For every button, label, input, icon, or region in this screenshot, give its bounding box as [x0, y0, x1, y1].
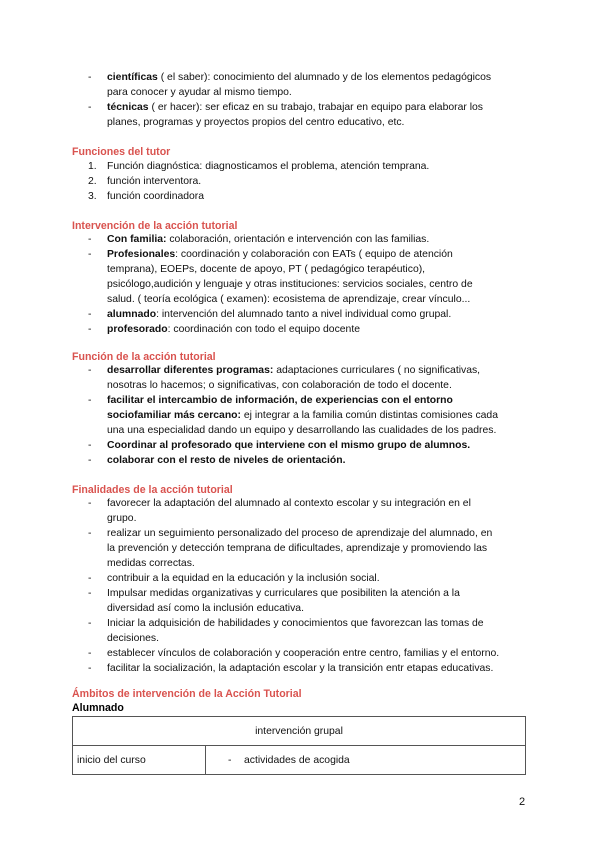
list-item: - desarrollar diferentes programas: adaptaciones curriculares ( no significativas, [88, 365, 481, 376]
table-cell: - actividades de acogida [206, 746, 526, 775]
list-item: 1. Función diagnóstica: diagnosticamos el problema, atención temprana. [88, 161, 430, 172]
list-item: - facilitar la socialización, la adaptación escolar y la transición entr etapas educativas. [88, 663, 494, 674]
finalidades-list: - favorecer la adaptación del alumnado al contexto escolar y su integración en el grupo. - realizar un seguimiento personalizado del proceso de aprendizaje del alumnado, en la prevención y detección temprana de dificultades, aprendizaje y promoviendo las medidas correctas. - contribuir a la equidad en la educación y la inclusión social. - Impulsar medidas organizativas y curriculares que posibiliten la atención a la diversidad así como la inclusión educativa. - Iniciar la adquisición de habilidades y conocimientos que favorezcan las tomas de decisiones. - establecer vínculos de colaboración y cooperación entre centro, familias y el entorno. - facilitar la socialización, la adaptación escolar y la transición entr etapas educativas. [0, 496, 600, 676]
list-item: - técnicas ( er hacer): ser eficaz en su trabajo, trabajar en equipo para elaborar los [88, 102, 484, 113]
list-item: - científicas ( el saber): conocimiento del alumnado y de los elementos pedagógicos [88, 72, 492, 83]
section-heading-ambitos: Ámbitos de intervención de la Acción Tutorial [72, 688, 302, 700]
list-item: - Profesionales: coordinación y colaboración con EATs ( equipo de atención [88, 249, 453, 260]
ambitos-table [72, 716, 526, 775]
list-item: - profesorado: coordinación con todo el equipo docente [88, 324, 360, 335]
list-item: - contribuir a la equidad en la educación y la inclusión social. [88, 573, 380, 584]
intro-list: - científicas ( el saber): conocimiento del alumnado y de los elementos pedagógicos para conocer y ayudar al mismo tiempo. - técnicas ( er hacer): ser eficaz en su trabajo, trabajar en equipo para elaborar los planes, programas y proyectos propios del centro educativo, etc. [0, 70, 600, 130]
term: científicas [107, 72, 158, 83]
list-item: - Iniciar la adquisición de habilidades y conocimientos que favorezcan las tomas de [88, 618, 484, 629]
intervencion-list: - Con familia: colaboración, orientación e intervención con las familias. - Profesionales: coordinación y colaboración con EATs ( equipo de atención temprana), EOEPs, docente de apoyo, PT ( pedagógico terapéutico), psicólogo,audición y lenguaje y otras instituciones: servicios sociales, centro de salud. ( teoría ecológica ( examen): ecosistema de aprendizaje, crear vínculo... - alumnado: intervención del alumnado tanto a nivel individual como grupal. - profesorado: coordinación con todo el equipo docente [0, 232, 600, 337]
subheading-alumnado: Alumnado [72, 702, 124, 714]
page-number: 2 [519, 796, 526, 808]
section-heading-finalidades: Finalidades de la acción tutorial [72, 484, 233, 496]
list-item: 2. función interventora. [88, 176, 202, 187]
funcion-accion-list: - desarrollar diferentes programas: adaptaciones curriculares ( no significativas, nosotras lo hacemos; o significativas, con colaboración de todo el docente. - facilitar el intercambio de información, de experiencias con el entorno sociofamiliar más cercano: ej integrar a la familia común distintas comisiones cada una una especialidad dando un equipo y desarrollando las cualidades de los padres. - Coordinar al profesorado que interviene con el mismo grupo de alumnos. - colaborar con el resto de niveles de orientación. [0, 363, 600, 468]
table-row [73, 717, 526, 746]
section-heading-funciones: Funciones del tutor [72, 146, 171, 158]
table-row [73, 746, 526, 775]
list-item: - alumnado: intervención del alumnado tanto a nivel individual como grupal. [88, 309, 452, 320]
list-item: 3. función coordinadora [88, 191, 205, 202]
table-cell: inicio del curso [73, 746, 206, 775]
list-item: - Coordinar al profesorado que interviene con el mismo grupo de alumnos. [88, 440, 471, 451]
list-item: - Impulsar medidas organizativas y curriculares que posibiliten la atención a la [88, 588, 460, 599]
list-item: - realizar un seguimiento personalizado del proceso de aprendizaje del alumnado, en [88, 528, 493, 539]
table-header-cell: intervención grupal [73, 717, 526, 746]
funciones-list [0, 159, 600, 204]
list-item: - favorecer la adaptación del alumnado al contexto escolar y su integración en el [88, 498, 471, 509]
section-heading-intervencion: Intervención de la acción tutorial [72, 220, 238, 232]
list-item: - facilitar el intercambio de información, de experiencias con el entorno [88, 395, 453, 406]
section-heading-funcion-accion: Función de la acción tutorial [72, 351, 216, 363]
list-item: - establecer vínculos de colaboración y cooperación entre centro, familias y el entorno. [88, 648, 500, 659]
list-item: - colaborar con el resto de niveles de orientación. [88, 455, 346, 466]
term: técnicas [107, 102, 149, 113]
list-item: - Con familia: colaboración, orientación e intervención con las familias. [88, 234, 430, 245]
